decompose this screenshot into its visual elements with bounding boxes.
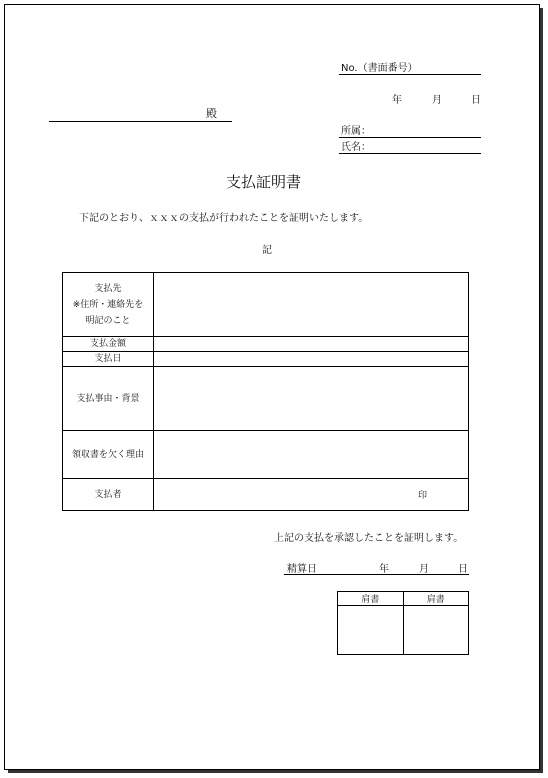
approval-text: 上記の支払を承認したことを証明します。: [274, 533, 464, 544]
reason-label: 支払事由・背景: [63, 367, 154, 431]
receipt-missing-value-cell[interactable]: [154, 431, 469, 479]
table-row-receipt: [63, 431, 469, 479]
table-row-date: [63, 352, 469, 367]
name-underline: [339, 153, 481, 154]
stamp-body-row: [338, 606, 469, 655]
document-number: No.（書面番号）: [341, 63, 418, 74]
table-row-reason: [63, 367, 469, 431]
settlement-month: 月: [419, 564, 429, 575]
payer-label: 支払者: [63, 479, 154, 511]
amount-label: 支払金額: [63, 337, 154, 352]
table-row-payee: [63, 273, 469, 337]
payer-value-cell[interactable]: [154, 479, 469, 511]
approval-stamp-box: [337, 591, 469, 655]
stamp-col1-title: 肩書: [338, 592, 404, 606]
payee-label-cell: [63, 273, 154, 337]
receipt-missing-label: 領収書を欠く理由: [63, 431, 154, 479]
name-label: 氏名：: [341, 142, 371, 153]
settlement-day: 日: [458, 564, 468, 575]
ki-marker: 記: [262, 245, 272, 256]
intro-text: 下記のとおり、ｘｘｘの支払が行われたことを証明いたします。: [79, 213, 369, 224]
stamp-col2-area[interactable]: [403, 606, 469, 655]
payee-label-line3: 明記のこと: [85, 315, 131, 326]
date-month-label: 月: [432, 95, 442, 106]
settlement-label: 精算日: [287, 564, 317, 575]
payee-label-line1: 支払先: [94, 283, 122, 294]
settlement-year: 年: [379, 564, 389, 575]
amount-value-cell[interactable]: [154, 337, 469, 352]
date-value-cell[interactable]: [154, 352, 469, 367]
date-label: 支払日: [63, 352, 154, 367]
addressee-suffix: 殿: [206, 107, 217, 120]
stamp-col2-title: 肩書: [403, 592, 469, 606]
date-day-label: 日: [471, 95, 481, 106]
settlement-underline: [284, 574, 469, 575]
affiliation-label: 所属：: [341, 126, 371, 137]
document-number-underline: [339, 74, 481, 75]
date-year-label: 年: [392, 95, 402, 106]
document-title: 支払証明書: [226, 173, 302, 191]
stamp-header-row: [338, 592, 469, 606]
table-row-amount: [63, 337, 469, 352]
seal-mark: 印: [418, 491, 428, 501]
table-row-payer: [63, 479, 469, 511]
stamp-col1-area[interactable]: [338, 606, 404, 655]
addressee-underline: [49, 121, 232, 122]
payee-value-cell[interactable]: [154, 273, 469, 337]
payment-table: [62, 272, 469, 511]
payee-label-line2: ※住所・連絡先を: [72, 299, 144, 310]
reason-value-cell[interactable]: [154, 367, 469, 431]
